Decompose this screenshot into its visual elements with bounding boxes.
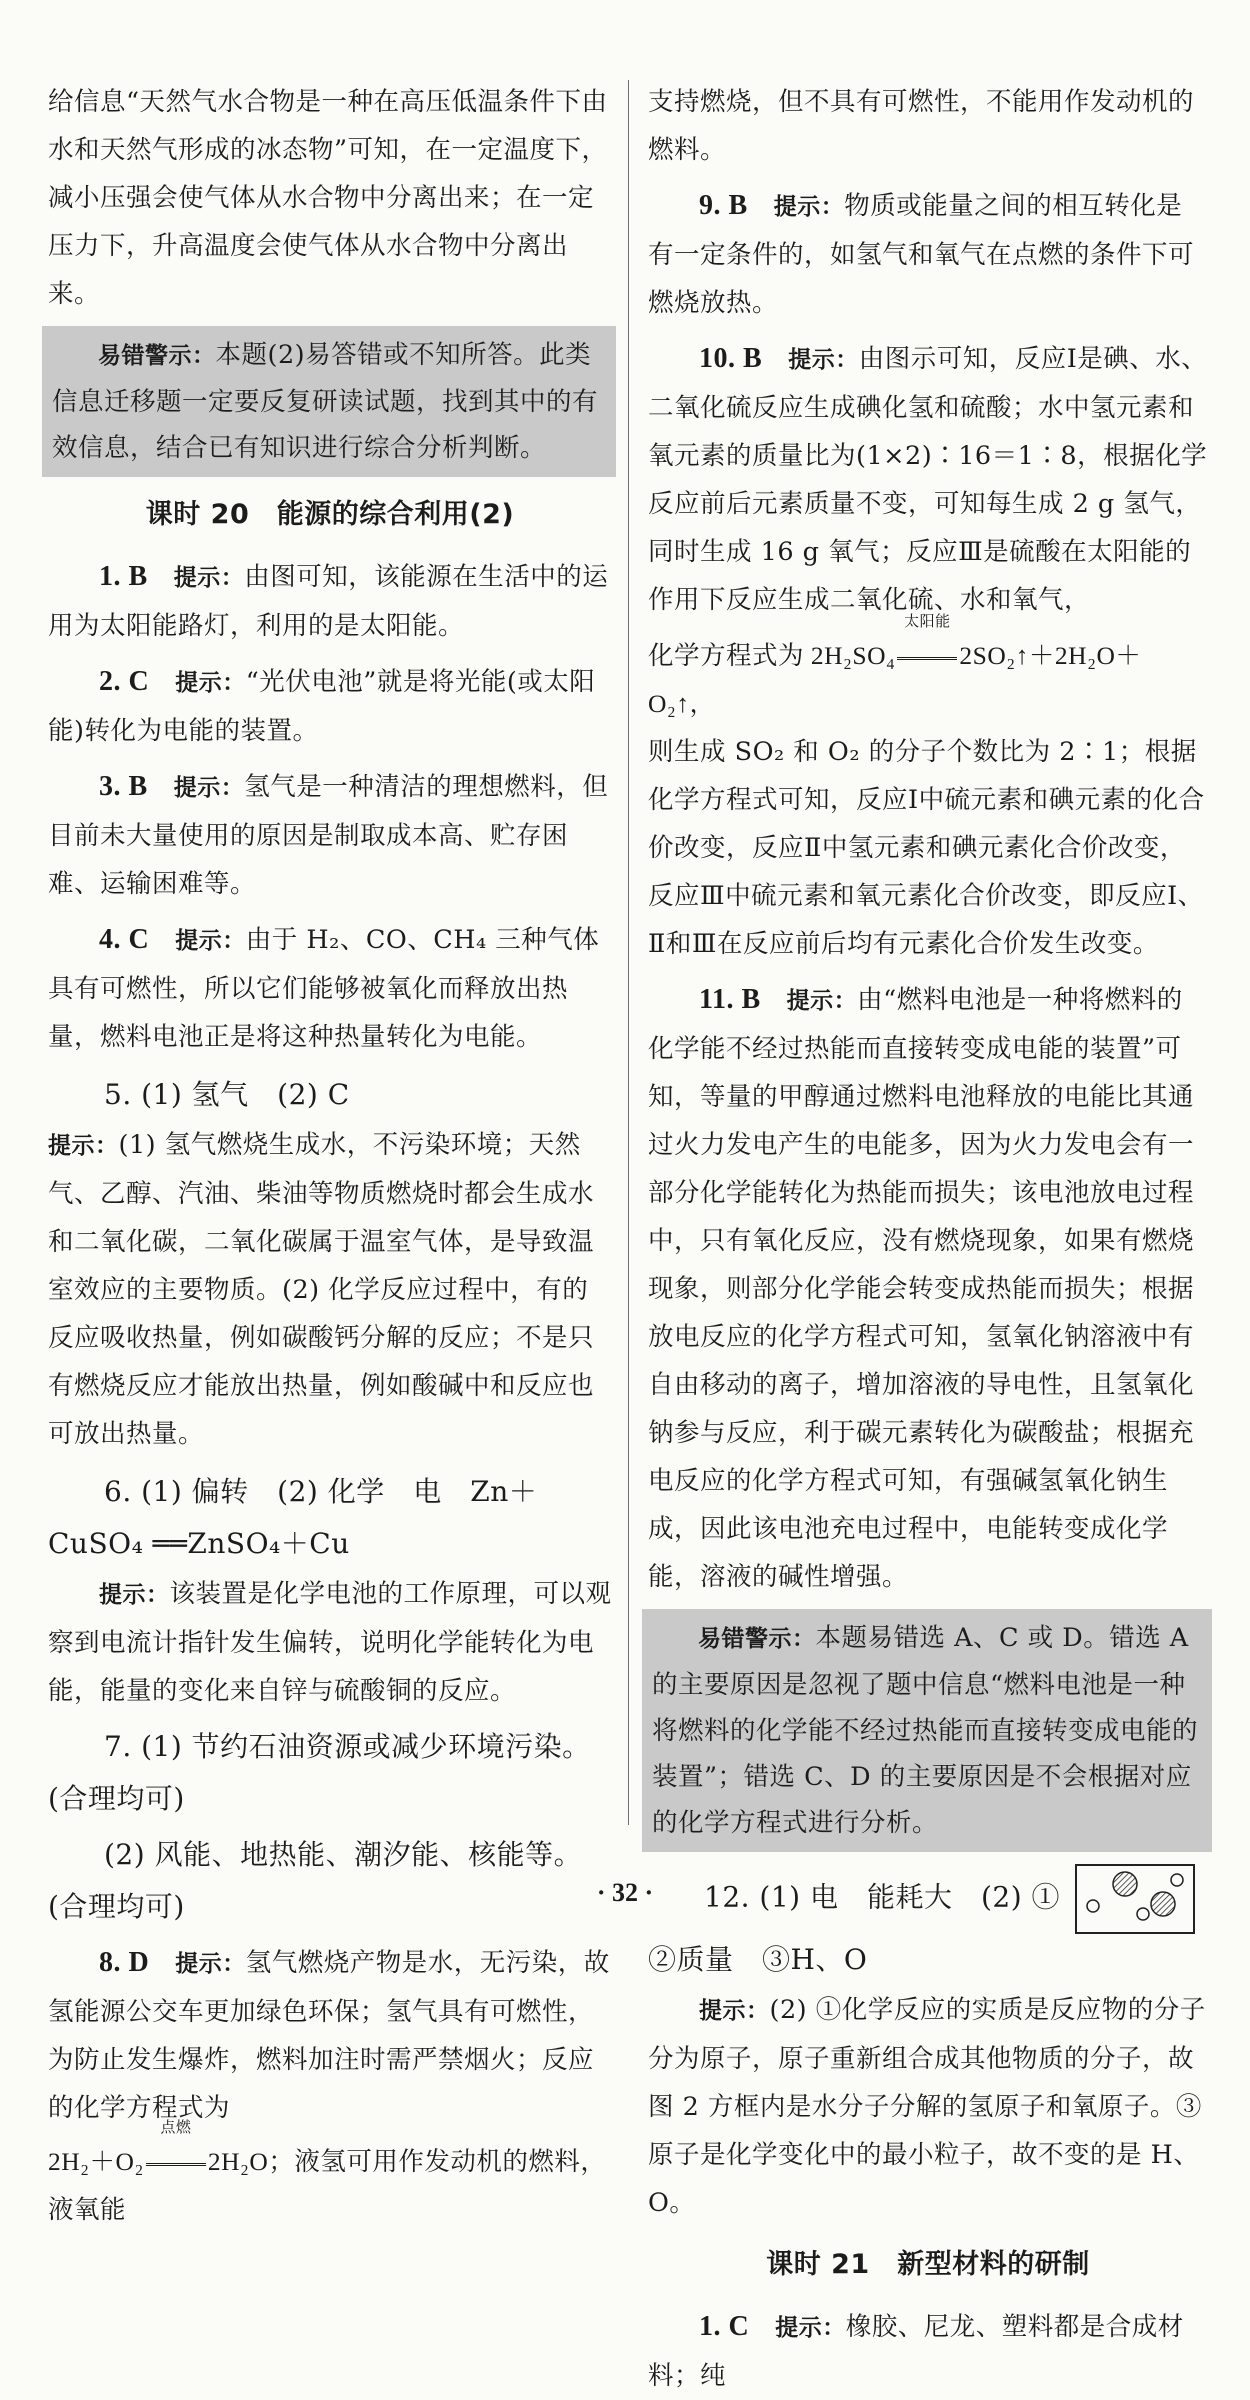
answer-7-part1: 7. (1) 节约石油资源或减少环境污染。(合理均可) — [48, 1730, 591, 1815]
section-heading-20: 课时 20 能源的综合利用(2) — [145, 499, 515, 530]
equation-10: 化学方程式为 2H₂SO₄ 太阳能 2SO₂↑＋2H₂O＋O₂↑， — [648, 614, 1142, 718]
answer-4: 4. C 提示：由于 H₂、CO、CH₄ 三种气体具有可燃性，所以它们能够被氧化而释放出热量，燃料电池正是将这种热量转化为电能。 — [48, 924, 600, 1052]
answer-21-1: 1. C 提示：橡胶、尼龙、塑料都是合成材料；纯 — [648, 2311, 1184, 2391]
answer-6: 6. (1) 偏转 (2) 化学 电 Zn＋ — [104, 1475, 538, 1508]
reaction-arrow: 点燃 — [144, 2138, 208, 2186]
answer-2: 2. C 提示：“光伏电池”就是将光能(或太阳能)转化为电能的装置。 — [48, 666, 596, 746]
continuation-paragraph: 支持燃烧，但不具有可燃性，不能用作发动机的燃料。 — [648, 87, 1195, 165]
answer-5: 5. (1) 氢气 (2) C — [104, 1078, 350, 1111]
answer-10-continued: 则生成 SO₂ 和 O₂ 的分子个数比为 2∶1；根据化学方程式可知，反应Ⅰ中硫元素和碘元素的化合价改变，反应Ⅱ中氢元素和碘元素化合价改变，反应Ⅲ中硫元素和氧元素化合价改变，即反应Ⅰ、Ⅱ和Ⅲ在反应前后均有元素化合价发生改变。 — [648, 737, 1205, 959]
equation-8: 2H₂＋O₂ 点燃 2H₂O；液氢可用作发动机的燃料，液氧能 — [48, 2120, 607, 2224]
left-column — [48, 78, 612, 2234]
hint-12: 提示：(2) ①化学反应的实质是反应物的分子分为原子，原子重新组合成其他物质的分子，故图 2 方框内是水分子分解的氢原子和氧原子。③原子是化学变化中的最小粒子，故不变的是 H、O。 — [648, 1995, 1206, 2218]
section-heading-21: 课时 21 新型材料的研制 — [766, 2249, 1090, 2280]
warning-label: 易错警示： — [98, 343, 216, 369]
answer-10: 10. B 提示：由图示可知，反应Ⅰ是碘、水、二氧化硫反应生成碘化氢和硫酸；水中氢元素和氧元素的质量比为(1×2)∶16＝1∶8，根据化学反应前后元素质量不变，可知每生成 2 g 氢气，同时生成 16 g 氧气；反应Ⅲ是硫酸在太阳能的作用下反应生成二氧化硫、水和氧气， — [648, 343, 1208, 615]
column-divider — [628, 80, 629, 1825]
warning-text: 本题(2)易答错或不知所答。此类信息迁移题一定要反复研读试题，找到其中的有效信息，结合已有知识进行综合分析判断。 — [52, 340, 599, 463]
hint-6: 提示：该装置是化学电池的工作原理，可以观察到电流计指针发生偏转，说明化学能转化为电能，能量的变化来自锌与硫酸铜的反应。 — [48, 1579, 612, 1706]
page-number: · 32 · — [596, 1878, 654, 1907]
answer-9: 9. B 提示：物质或能量之间的相互转化是有一定条件的，如氢气和氧气在点燃的条件下可燃烧放热。 — [648, 190, 1195, 318]
answer-1: 1. B 提示：由图可知，该能源在生活中的运用为太阳能路灯，利用的是太阳能。 — [48, 561, 609, 641]
answer-12: 12. (1) 电 能耗大 (2) ① — [648, 1864, 1208, 1934]
answer-12-continued: ②质量 ③H、O — [648, 1943, 868, 1976]
answer-8: 8. D 提示：氢气燃烧产物是水，无污染，故氢能源公交车更加绿色环保；氢气具有可燃性，为防止发生爆炸，燃料加注时需严禁烟火；反应的化学方程式为 — [48, 1947, 610, 2123]
answer-3: 3. B 提示：氢气是一种清洁的理想燃料，但目前未大量使用的原因是制取成本高、贮存困难、运输困难等。 — [48, 771, 609, 899]
intro-paragraph: 给信息“天然气水合物是一种在高压低温条件下由水和天然气形成的冰态物”可知，在一定温度下，减小压强会使气体从水合物中分离出来；在一定压力下，升高温度会使气体从水合物中分离出来。 — [48, 87, 608, 309]
reaction-arrow: 太阳能 — [895, 632, 959, 680]
hint-5: 提示：(1) 氢气燃烧生成水，不污染环境；天然气、乙醇、汽油、柴油等物质燃烧时都会生成水和二氧化碳，二氧化碳属于温室气体，是导致温室效应的主要物质。(2) 化学反应过程中，有的反应吸收热量，例如碳酸钙分解的反应；不是只有燃烧反应才能放出热量，例如酸碱中和反应也可放出热量。 — [48, 1130, 595, 1449]
warning-label: 易错警示： — [698, 1626, 816, 1652]
warning-box-1 — [42, 326, 616, 477]
warning-box-2 — [642, 1609, 1212, 1852]
warning-text: 本题易错选 A、C 或 D。错选 A 的主要原因是忽视了题中信息“燃料电池是一种将燃料的化学能不经过热能而直接转变成电能的装置”；错选 C、D 的主要原因是不会根据对应的化学方程式进行分析。 — [652, 1623, 1199, 1838]
right-column — [648, 78, 1208, 2400]
answer-6-equation: CuSO₄ ══ZnSO₄＋Cu — [48, 1527, 350, 1560]
answer-11: 11. B 提示：由“燃料电池是一种将燃料的化学能不经过热能而直接转变成电能的装置”可知，等量的甲醇通过燃料电池释放的电能比其通过火力发电产生的电能多，因为火力发电会有一部分化学能转化为热能而损失；该电池放电过程中，只有氧化反应，没有燃烧现象，如果有燃烧现象，则部分化学能会转变成热能而损失；根据放电反应的化学方程式可知，氢氧化钠溶液中有自由移动的离子，增加溶液的导电性，且氢氧化钠参与反应，利于碳元素转化为碳酸盐；根据充电反应的化学方程式可知，有强碱氢氧化钠生成，因此该电池充电过程中，电能转变成化学能，溶液的碱性增强。 — [648, 984, 1195, 1592]
answer-7-part2: (2) 风能、地热能、潮汐能、核能等。(合理均可) — [48, 1838, 583, 1923]
